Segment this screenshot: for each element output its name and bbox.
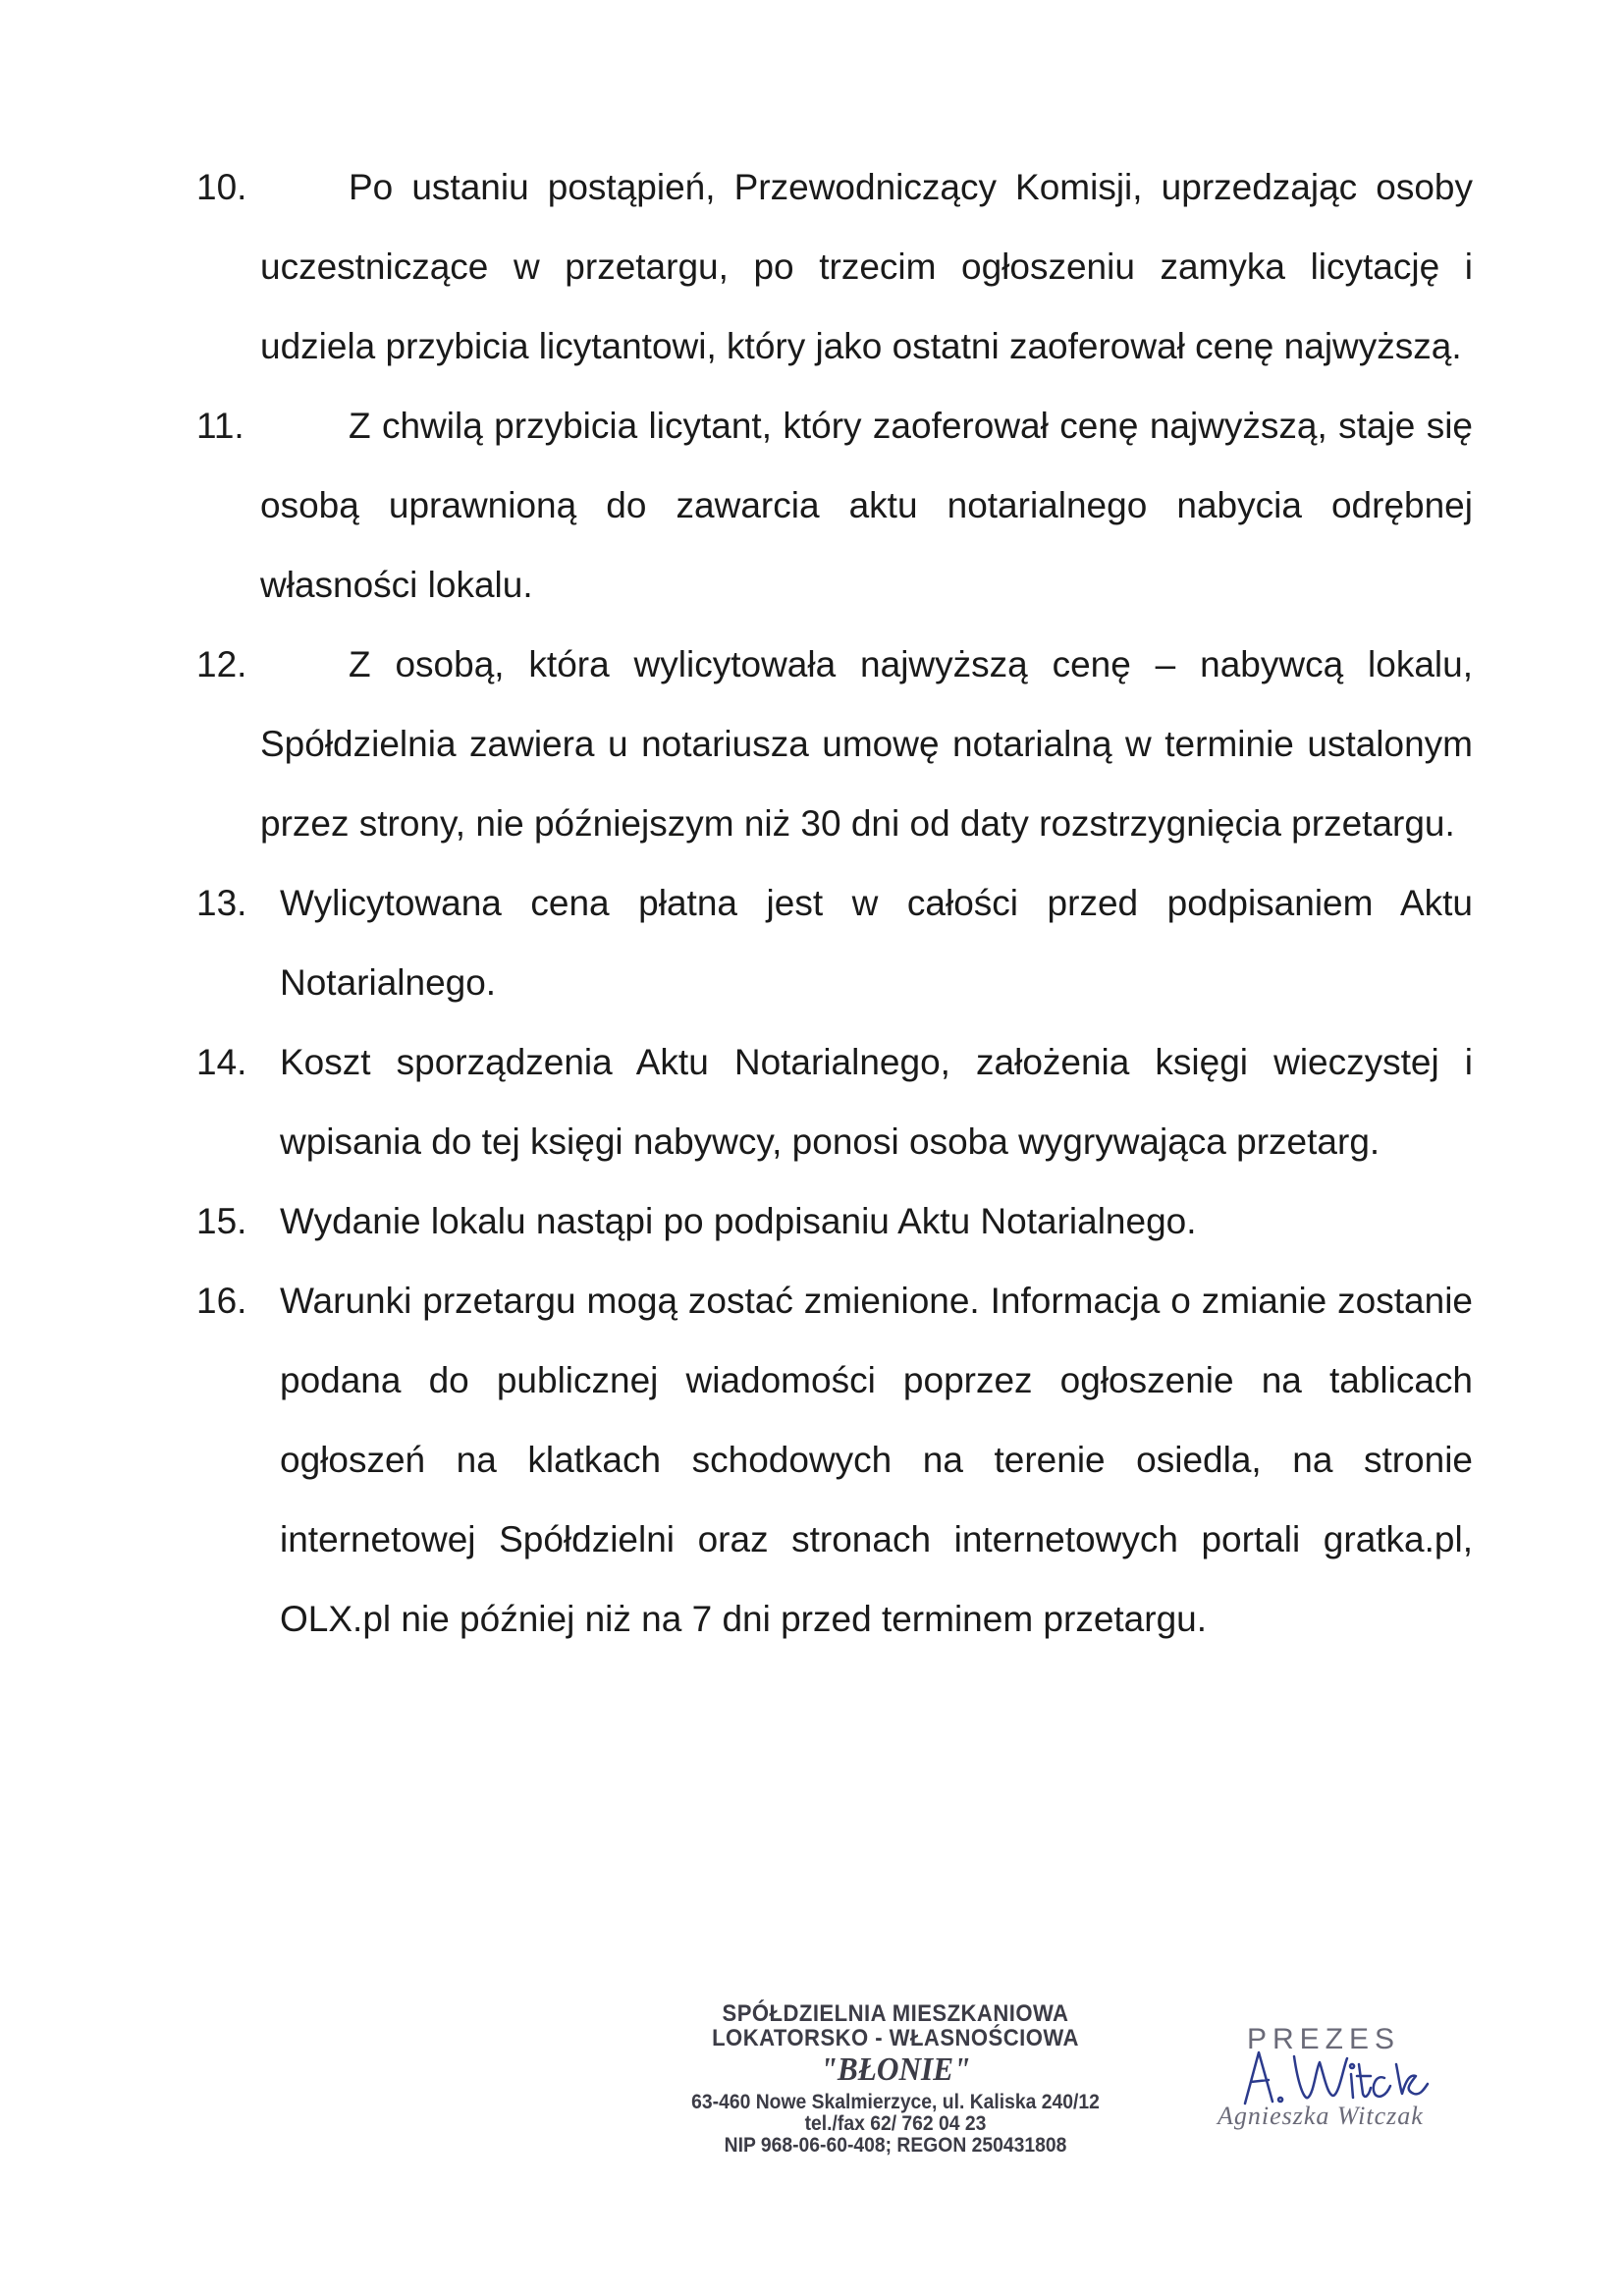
cooperative-stamp <box>678 2001 1112 2157</box>
list-item-13 <box>196 863 1473 1022</box>
item-text: Koszt sporządzenia Aktu Notarialnego, założenia księgi wieczystej i wpisania do tej księgi nabywcy, ponosi osoba wygrywająca przetarg. <box>280 1042 1473 1162</box>
list-item-15 <box>196 1181 1473 1261</box>
stamp-address: 63-460 Nowe Skalmierzyce, ul. Kaliska 240/12 <box>691 2091 1100 2114</box>
list-item-12 <box>196 625 1473 863</box>
document-body <box>196 147 1473 1659</box>
item-number: 12. <box>196 644 247 684</box>
stamp-line-2: LOKATORSKO - WŁASNOŚCIOWA <box>712 2025 1079 2052</box>
list-item-16 <box>196 1261 1473 1659</box>
list-item-11 <box>196 386 1473 625</box>
item-number: 16. <box>196 1281 247 1321</box>
item-text: Po ustaniu postąpień, Przewodniczący Komisji, uprzedzając osoby uczestniczące w przetargu, po trzecim ogłoszeniu zamyka licytację i udziela przybicia licytantowi, który jako ostatni zaoferował cenę najwyższą. <box>260 167 1473 366</box>
item-number: 13. <box>196 883 247 923</box>
signature-title: PREZES <box>1247 2023 1401 2055</box>
signature-name: Agnieszka Witczak <box>1218 2102 1424 2130</box>
stamp-line-1: SPÓŁDZIELNIA MIESZKANIOWA <box>722 2000 1069 2027</box>
item-number: 11. <box>196 406 244 446</box>
item-number: 14. <box>196 1042 247 1082</box>
stamp-telephone: tel./fax 62/ 762 04 23 <box>804 2112 987 2136</box>
item-number: 15. <box>196 1201 247 1241</box>
item-text: Warunki przetargu mogą zostać zmienione. Informacja o zmianie zostanie podana do publicznej wiadomości poprzez ogłoszenie na tablicach ogłoszeń na klatkach schodowych na terenie osiedla, na stronie internetowej Spółdzielni oraz stronach internetowych portali gratka.pl, OLX.pl nie później niż na 7 dni przed terminem przetargu. <box>280 1281 1473 1639</box>
item-text: Z osobą, która wylicytowała najwyższą cenę – nabywcą lokalu, Spółdzielnia zawiera u notariusza umowę notarialną w terminie ustalonym przez strony, nie późniejszym niż 30 dni od daty rozstrzygnięcia przetargu. <box>260 644 1473 844</box>
stamp-name: "BŁONIE" <box>820 2051 971 2089</box>
item-text: Wylicytowana cena płatna jest w całości przed podpisaniem Aktu Notarialnego. <box>280 883 1473 1003</box>
list-item-10 <box>196 147 1473 386</box>
item-number: 10. <box>196 167 247 207</box>
president-signature-stamp <box>1208 2023 1492 2141</box>
list-item-14 <box>196 1022 1473 1181</box>
item-text: Wydanie lokalu nastąpi po podpisaniu Aktu Notarialnego. <box>280 1201 1197 1241</box>
item-text: Z chwilą przybicia licytant, który zaoferował cenę najwyższą, staje się osobą uprawnioną do zawarcia aktu notarialnego nabycia odrębnej własności lokalu. <box>260 406 1473 605</box>
stamp-nip-regon: NIP 968-06-60-408; REGON 250431808 <box>724 2134 1067 2158</box>
